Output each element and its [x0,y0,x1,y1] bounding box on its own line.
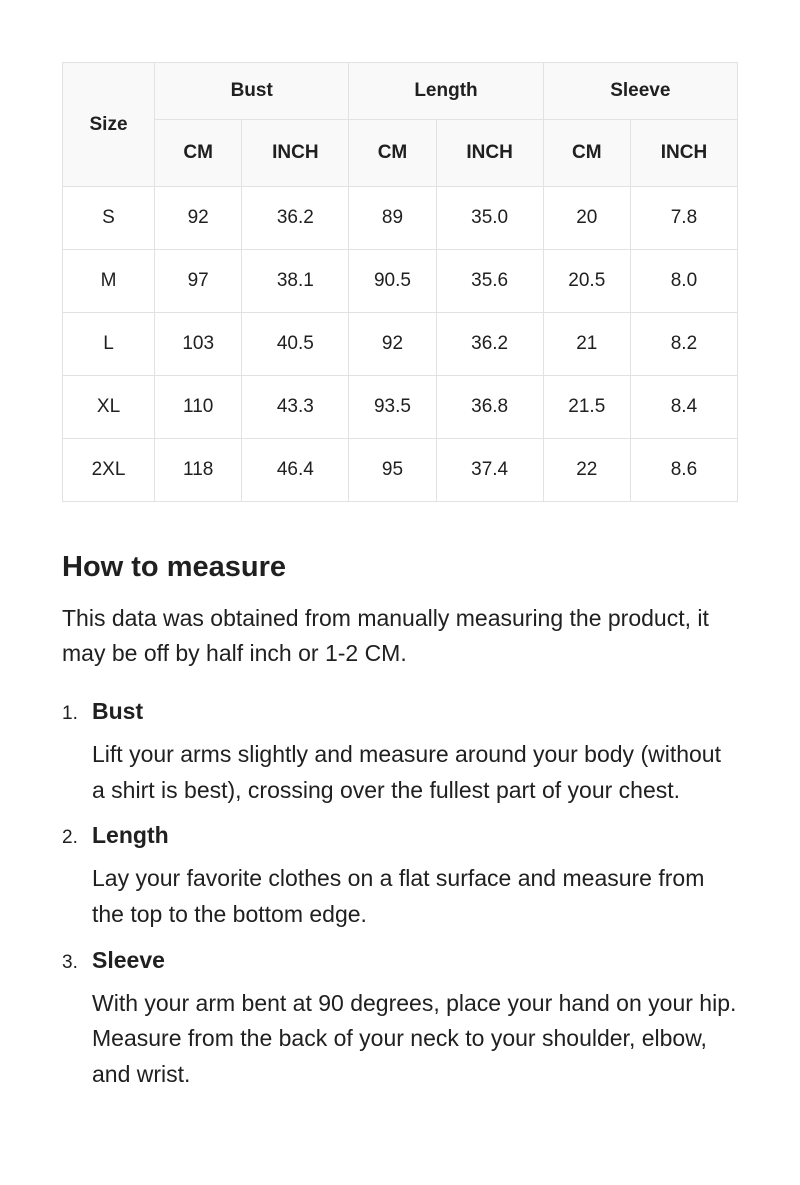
value-cell: 8.6 [630,439,737,502]
value-cell: 20 [543,187,630,250]
table-row [63,313,738,376]
table-row [63,376,738,439]
value-cell: 93.5 [349,376,436,439]
size-cell: 2XL [63,439,155,502]
how-to-measure-heading: How to measure [62,551,286,583]
value-cell: 90.5 [349,250,436,313]
value-cell: 97 [155,250,242,313]
table-row [63,250,738,313]
step-description: With your arm bent at 90 degrees, place your hand on your hip. Measure from the back of your neck to your shoulder, elbow, and wrist. [92,989,737,1087]
value-cell: 118 [155,439,242,502]
step-number: 3. [62,951,78,973]
value-cell: 89 [349,187,436,250]
unit-header-sleeve-inch: INCH [630,120,737,187]
value-cell: 103 [155,313,242,376]
value-cell: 22 [543,439,630,502]
value-cell: 38.1 [242,250,349,313]
table-row [63,187,738,250]
list-item [62,947,738,1093]
size-chart-table [62,62,738,502]
unit-header-bust-inch: INCH [242,120,349,187]
column-header-size: Size [63,63,155,187]
step-number: 2. [62,827,78,849]
unit-header-bust-cm: CM [155,120,242,187]
value-cell: 37.4 [436,439,543,502]
value-cell: 40.5 [242,313,349,376]
measure-steps-list [62,698,738,1092]
value-cell: 36.2 [436,313,543,376]
value-cell: 8.0 [630,250,737,313]
size-cell: L [63,313,155,376]
step-label-bust: Bust [92,698,144,725]
value-cell: 20.5 [543,250,630,313]
column-header-sleeve: Sleeve [543,63,737,120]
step-label-length: Length [92,822,169,849]
value-cell: 92 [155,187,242,250]
value-cell: 21 [543,313,630,376]
step-description: Lift your arms slightly and measure around your body (without a shirt is best), crossing over the fullest part of your chest. [92,741,721,803]
value-cell: 46.4 [242,439,349,502]
value-cell: 43.3 [242,376,349,439]
value-cell: 110 [155,376,242,439]
measure-intro-text: This data was obtained from manually measuring the product, it may be off by half inch or 1-2 CM. [62,604,709,667]
unit-header-length-inch: INCH [436,120,543,187]
value-cell: 7.8 [630,187,737,250]
value-cell: 36.8 [436,376,543,439]
size-cell: XL [63,376,155,439]
value-cell: 36.2 [242,187,349,250]
table-row [63,439,738,502]
value-cell: 95 [349,439,436,502]
step-number: 1. [62,703,78,725]
value-cell: 92 [349,313,436,376]
value-cell: 8.4 [630,376,737,439]
value-cell: 8.2 [630,313,737,376]
list-item [62,822,738,932]
size-cell: S [63,187,155,250]
unit-header-sleeve-cm: CM [543,120,630,187]
value-cell: 35.0 [436,187,543,250]
unit-header-length-cm: CM [349,120,436,187]
value-cell: 35.6 [436,250,543,313]
column-header-length: Length [349,63,543,120]
step-label-sleeve: Sleeve [92,946,165,973]
column-header-bust: Bust [155,63,349,120]
step-description: Lay your favorite clothes on a flat surface and measure from the top to the bottom edge. [92,865,705,927]
value-cell: 21.5 [543,376,630,439]
size-cell: M [63,250,155,313]
list-item [62,698,738,808]
